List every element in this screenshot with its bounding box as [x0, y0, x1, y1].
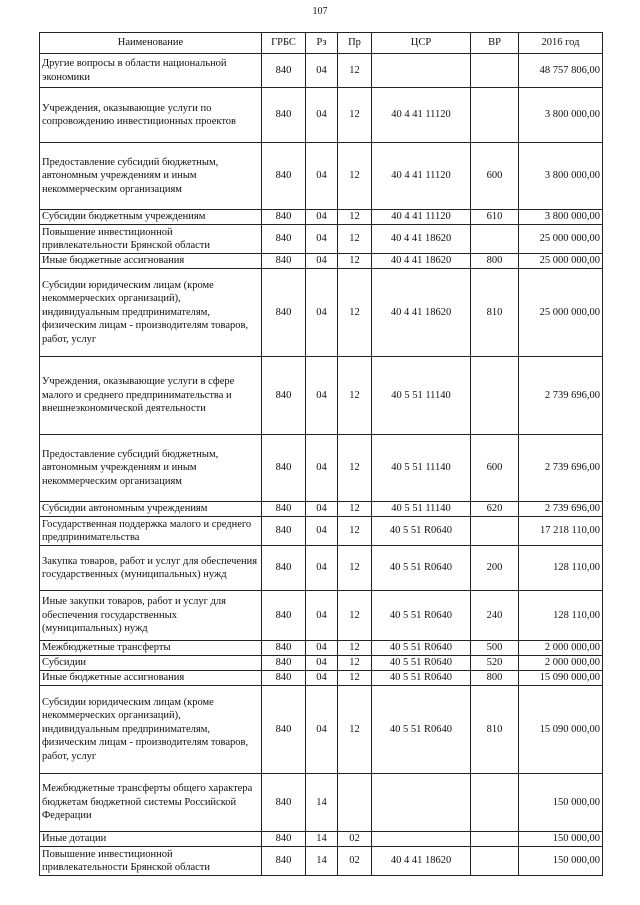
cell-pr: 12 [338, 210, 372, 225]
table-row [40, 210, 603, 225]
cell-grbs: 840 [262, 641, 306, 656]
cell-grbs: 840 [262, 686, 306, 774]
cell-pr: 12 [338, 502, 372, 517]
cell-amount: 2 739 696,00 [519, 502, 603, 517]
cell-grbs: 840 [262, 54, 306, 88]
cell-csr [372, 774, 471, 832]
cell-csr: 40 5 51 R0640 [372, 546, 471, 591]
cell-vr [471, 54, 519, 88]
table-row [40, 143, 603, 210]
cell-pr: 12 [338, 54, 372, 88]
cell-csr: 40 4 41 11120 [372, 88, 471, 143]
table-row [40, 225, 603, 254]
table-row [40, 54, 603, 88]
cell-amount: 25 000 000,00 [519, 225, 603, 254]
cell-name: Повышение инвестиционной привлекательности Брянской области [40, 847, 262, 876]
cell-pr: 12 [338, 591, 372, 641]
table-row [40, 774, 603, 832]
cell-vr [471, 357, 519, 435]
cell-name: Межбюджетные трансферты [40, 641, 262, 656]
cell-name: Повышение инвестиционной привлекательности Брянской области [40, 225, 262, 254]
cell-rz: 04 [306, 671, 338, 686]
cell-csr: 40 5 51 R0640 [372, 517, 471, 546]
cell-pr: 02 [338, 847, 372, 876]
cell-vr: 810 [471, 686, 519, 774]
cell-amount: 150 000,00 [519, 847, 603, 876]
cell-pr: 12 [338, 641, 372, 656]
cell-amount: 2 739 696,00 [519, 357, 603, 435]
cell-pr: 12 [338, 656, 372, 671]
cell-rz: 04 [306, 357, 338, 435]
cell-pr: 12 [338, 686, 372, 774]
table-row [40, 656, 603, 671]
cell-vr: 800 [471, 254, 519, 269]
cell-rz: 04 [306, 88, 338, 143]
cell-grbs: 840 [262, 546, 306, 591]
header-amount: 2016 год [519, 33, 603, 54]
cell-csr: 40 4 41 11120 [372, 210, 471, 225]
table-row [40, 254, 603, 269]
header-rz: Рз [306, 33, 338, 54]
cell-grbs: 840 [262, 656, 306, 671]
cell-amount: 128 110,00 [519, 591, 603, 641]
cell-grbs: 840 [262, 502, 306, 517]
cell-pr: 12 [338, 546, 372, 591]
table-row [40, 847, 603, 876]
cell-vr: 600 [471, 143, 519, 210]
cell-pr [338, 774, 372, 832]
cell-csr: 40 5 51 11140 [372, 435, 471, 502]
cell-vr: 500 [471, 641, 519, 656]
cell-pr: 12 [338, 671, 372, 686]
cell-rz: 04 [306, 686, 338, 774]
cell-csr: 40 5 51 11140 [372, 502, 471, 517]
cell-vr [471, 832, 519, 847]
cell-name: Учреждения, оказывающие услуги в сфере малого и среднего предпринимательства и внешнеэкономической деятельности [40, 357, 262, 435]
cell-vr: 610 [471, 210, 519, 225]
cell-grbs: 840 [262, 591, 306, 641]
cell-rz: 04 [306, 225, 338, 254]
cell-csr: 40 5 51 R0640 [372, 671, 471, 686]
table-row [40, 435, 603, 502]
cell-grbs: 840 [262, 357, 306, 435]
cell-vr [471, 88, 519, 143]
cell-pr: 02 [338, 832, 372, 847]
cell-rz: 04 [306, 641, 338, 656]
header-row [40, 33, 603, 54]
cell-grbs: 840 [262, 269, 306, 357]
cell-name: Субсидии юридическим лицам (кроме некоммерческих организаций), индивидуальным предпринимателям, физическим лицам - производителям товаров, работ, услуг [40, 269, 262, 357]
cell-pr: 12 [338, 435, 372, 502]
cell-amount: 150 000,00 [519, 774, 603, 832]
cell-rz: 04 [306, 656, 338, 671]
cell-csr: 40 5 51 11140 [372, 357, 471, 435]
cell-csr: 40 4 41 18620 [372, 847, 471, 876]
cell-amount: 3 800 000,00 [519, 143, 603, 210]
cell-amount: 15 090 000,00 [519, 686, 603, 774]
cell-name: Иные бюджетные ассигнования [40, 671, 262, 686]
cell-rz: 04 [306, 254, 338, 269]
cell-vr: 810 [471, 269, 519, 357]
cell-pr: 12 [338, 88, 372, 143]
cell-amount: 128 110,00 [519, 546, 603, 591]
cell-grbs: 840 [262, 671, 306, 686]
cell-grbs: 840 [262, 143, 306, 210]
cell-csr [372, 54, 471, 88]
cell-amount: 2 000 000,00 [519, 641, 603, 656]
cell-vr: 620 [471, 502, 519, 517]
cell-pr: 12 [338, 143, 372, 210]
cell-grbs: 840 [262, 88, 306, 143]
cell-name: Закупка товаров, работ и услуг для обеспечения государственных (муниципальных) нужд [40, 546, 262, 591]
cell-grbs: 840 [262, 517, 306, 546]
cell-amount: 150 000,00 [519, 832, 603, 847]
cell-grbs: 840 [262, 847, 306, 876]
cell-name: Субсидии автономным учреждениям [40, 502, 262, 517]
cell-amount: 15 090 000,00 [519, 671, 603, 686]
cell-rz: 14 [306, 832, 338, 847]
table-row [40, 546, 603, 591]
cell-name: Учреждения, оказывающие услуги по сопровождению инвестиционных проектов [40, 88, 262, 143]
cell-amount: 25 000 000,00 [519, 254, 603, 269]
cell-vr [471, 225, 519, 254]
cell-rz: 14 [306, 774, 338, 832]
cell-vr [471, 517, 519, 546]
cell-name: Иные бюджетные ассигнования [40, 254, 262, 269]
cell-grbs: 840 [262, 254, 306, 269]
cell-grbs: 840 [262, 210, 306, 225]
cell-vr [471, 847, 519, 876]
cell-csr: 40 5 51 R0640 [372, 641, 471, 656]
table-row [40, 591, 603, 641]
table-row [40, 641, 603, 656]
cell-pr: 12 [338, 517, 372, 546]
cell-csr [372, 832, 471, 847]
cell-vr: 520 [471, 656, 519, 671]
table-row [40, 517, 603, 546]
cell-name: Государственная поддержка малого и среднего предпринимательства [40, 517, 262, 546]
cell-rz: 04 [306, 54, 338, 88]
cell-name: Иные дотации [40, 832, 262, 847]
header-grbs: ГРБС [262, 33, 306, 54]
cell-grbs: 840 [262, 225, 306, 254]
cell-name: Предоставление субсидий бюджетным, автономным учреждениям и иным некоммерческим организациям [40, 435, 262, 502]
budget-table [39, 32, 603, 876]
cell-csr: 40 4 41 18620 [372, 269, 471, 357]
cell-name: Другие вопросы в области национальной экономики [40, 54, 262, 88]
table-row [40, 502, 603, 517]
cell-name: Предоставление субсидий бюджетным, автономным учреждениям и иным некоммерческим организациям [40, 143, 262, 210]
cell-grbs: 840 [262, 774, 306, 832]
cell-name: Субсидии бюджетным учреждениям [40, 210, 262, 225]
cell-amount: 3 800 000,00 [519, 210, 603, 225]
cell-csr: 40 5 51 R0640 [372, 591, 471, 641]
table-row [40, 88, 603, 143]
cell-vr: 800 [471, 671, 519, 686]
cell-amount: 25 000 000,00 [519, 269, 603, 357]
cell-name: Иные закупки товаров, работ и услуг для обеспечения государственных (муниципальных) нужд [40, 591, 262, 641]
header-vr: ВР [471, 33, 519, 54]
cell-grbs: 840 [262, 832, 306, 847]
cell-rz: 04 [306, 502, 338, 517]
cell-rz: 04 [306, 143, 338, 210]
cell-amount: 3 800 000,00 [519, 88, 603, 143]
cell-rz: 04 [306, 435, 338, 502]
cell-rz: 04 [306, 210, 338, 225]
cell-vr: 600 [471, 435, 519, 502]
cell-grbs: 840 [262, 435, 306, 502]
cell-pr: 12 [338, 254, 372, 269]
cell-pr: 12 [338, 269, 372, 357]
header-csr: ЦСР [372, 33, 471, 54]
table-row [40, 269, 603, 357]
table-row [40, 671, 603, 686]
header-pr: Пр [338, 33, 372, 54]
cell-vr [471, 774, 519, 832]
cell-pr: 12 [338, 357, 372, 435]
cell-pr: 12 [338, 225, 372, 254]
cell-name: Субсидии юридическим лицам (кроме некоммерческих организаций), индивидуальным предпринимателям, физическим лицам - производителям товаров, работ, услуг [40, 686, 262, 774]
table-row [40, 357, 603, 435]
cell-rz: 14 [306, 847, 338, 876]
page-number: 107 [312, 6, 328, 17]
cell-csr: 40 4 41 11120 [372, 143, 471, 210]
cell-amount: 2 739 696,00 [519, 435, 603, 502]
cell-amount: 2 000 000,00 [519, 656, 603, 671]
cell-rz: 04 [306, 517, 338, 546]
cell-rz: 04 [306, 546, 338, 591]
cell-name: Межбюджетные трансферты общего характера бюджетам бюджетной системы Российской Федерации [40, 774, 262, 832]
cell-csr: 40 4 41 18620 [372, 254, 471, 269]
cell-amount: 17 218 110,00 [519, 517, 603, 546]
cell-csr: 40 4 41 18620 [372, 225, 471, 254]
cell-vr: 240 [471, 591, 519, 641]
cell-rz: 04 [306, 591, 338, 641]
table-row [40, 832, 603, 847]
cell-amount: 48 757 806,00 [519, 54, 603, 88]
cell-vr: 200 [471, 546, 519, 591]
cell-csr: 40 5 51 R0640 [372, 656, 471, 671]
header-name: Наименование [40, 33, 262, 54]
cell-csr: 40 5 51 R0640 [372, 686, 471, 774]
table-row [40, 686, 603, 774]
cell-name: Субсидии [40, 656, 262, 671]
cell-rz: 04 [306, 269, 338, 357]
